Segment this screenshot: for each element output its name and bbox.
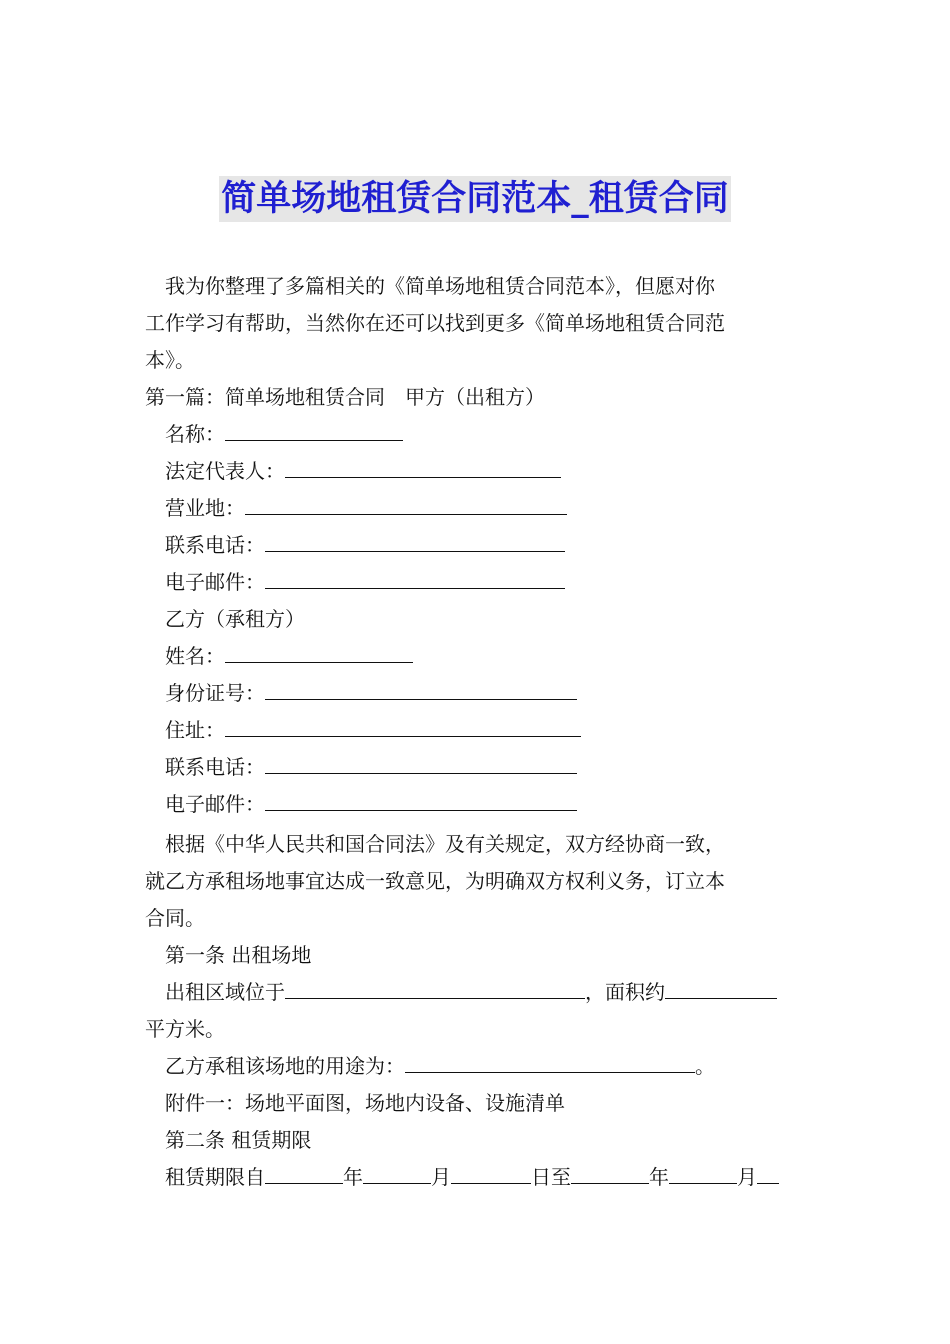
end-year-blank[interactable] xyxy=(571,1161,649,1184)
party-b-phone-blank[interactable] xyxy=(265,751,577,774)
party-a-business-place-row xyxy=(165,490,815,526)
end-day-blank[interactable] xyxy=(757,1161,779,1184)
party-b-name-row xyxy=(165,638,815,674)
start-year-blank[interactable] xyxy=(265,1161,343,1184)
area-blank[interactable] xyxy=(665,976,777,999)
purpose-label: 乙方承租该场地的用途为： xyxy=(165,1054,405,1078)
party-a-phone-row xyxy=(165,527,815,563)
party-a-legal-rep-label: 法定代表人： xyxy=(165,459,285,483)
start-day-blank[interactable] xyxy=(451,1161,531,1184)
party-b-address-label: 住址： xyxy=(165,718,225,742)
party-b-id-label: 身份证号： xyxy=(165,681,265,705)
party-a-email-row xyxy=(165,564,815,600)
party-a-email-blank[interactable] xyxy=(265,566,565,589)
day-to-label: 日至 xyxy=(531,1165,571,1189)
party-b-address-blank[interactable] xyxy=(225,714,581,737)
party-a-email-label: 电子邮件： xyxy=(165,570,265,594)
start-month-blank[interactable] xyxy=(363,1161,431,1184)
party-b-id-blank[interactable] xyxy=(265,677,577,700)
party-b-heading: 乙方（承租方） xyxy=(165,607,305,631)
party-a-phone-blank[interactable] xyxy=(265,529,565,552)
area-unit: 平方米。 xyxy=(145,1017,225,1041)
party-a-legal-rep-blank[interactable] xyxy=(285,455,561,478)
party-b-id-row xyxy=(165,675,815,711)
party-b-name-label: 姓名： xyxy=(165,644,225,668)
basis-line-3: 合同。 xyxy=(145,906,205,930)
party-b-email-blank[interactable] xyxy=(265,788,577,811)
month-label-1: 月 xyxy=(431,1165,451,1189)
end-month-blank[interactable] xyxy=(669,1161,737,1184)
party-b-address-row xyxy=(165,712,815,748)
location-prefix: 出租区域位于 xyxy=(165,980,285,1004)
party-a-name-row xyxy=(165,416,815,452)
section1-heading: 第一篇：简单场地租赁合同 甲方（出租方） xyxy=(145,385,545,409)
purpose-end: 。 xyxy=(695,1054,715,1078)
intro-line-3: 本》。 xyxy=(145,348,195,372)
party-b-email-row xyxy=(165,786,815,822)
purpose-blank[interactable] xyxy=(405,1050,695,1073)
area-label: ，面积约 xyxy=(585,980,665,1004)
article1-attachment: 附件一：场地平面图，场地内设备、设施清单 xyxy=(165,1091,565,1115)
intro-line-1: 我为你整理了多篇相关的《简单场地租赁合同范本》，但愿对你 xyxy=(165,274,715,298)
document-title-wrapper xyxy=(0,176,950,222)
party-a-name-label: 名称： xyxy=(165,422,225,446)
party-b-email-label: 电子邮件： xyxy=(165,792,265,816)
party-b-name-blank[interactable] xyxy=(225,640,413,663)
year-label-1: 年 xyxy=(343,1165,363,1189)
article1-location-row xyxy=(165,974,815,1010)
party-b-phone-row xyxy=(165,749,815,785)
document-title: 简单场地租赁合同范本_租赁合同 xyxy=(219,176,731,222)
intro-line-2: 工作学习有帮助，当然你在还可以找到更多《简单场地租赁合同范 xyxy=(145,311,725,335)
basis-line-1: 根据《中华人民共和国合同法》及有关规定，双方经协商一致， xyxy=(165,832,725,856)
month-label-2: 月 xyxy=(737,1165,757,1189)
article1-purpose-row xyxy=(165,1048,815,1084)
party-a-name-blank[interactable] xyxy=(225,418,403,441)
party-a-legal-rep-row xyxy=(165,453,815,489)
party-b-phone-label: 联系电话： xyxy=(165,755,265,779)
term-prefix: 租赁期限自 xyxy=(165,1165,265,1189)
location-blank[interactable] xyxy=(285,976,585,999)
party-a-business-place-blank[interactable] xyxy=(245,492,567,515)
article2-term-row xyxy=(165,1159,815,1195)
article2-heading: 第二条 租赁期限 xyxy=(165,1128,312,1152)
year-label-2: 年 xyxy=(649,1165,669,1189)
basis-line-2: 就乙方承租场地事宜达成一致意见，为明确双方权利义务，订立本 xyxy=(145,869,725,893)
party-a-phone-label: 联系电话： xyxy=(165,533,265,557)
article1-heading: 第一条 出租场地 xyxy=(165,943,312,967)
party-a-business-place-label: 营业地： xyxy=(165,496,245,520)
